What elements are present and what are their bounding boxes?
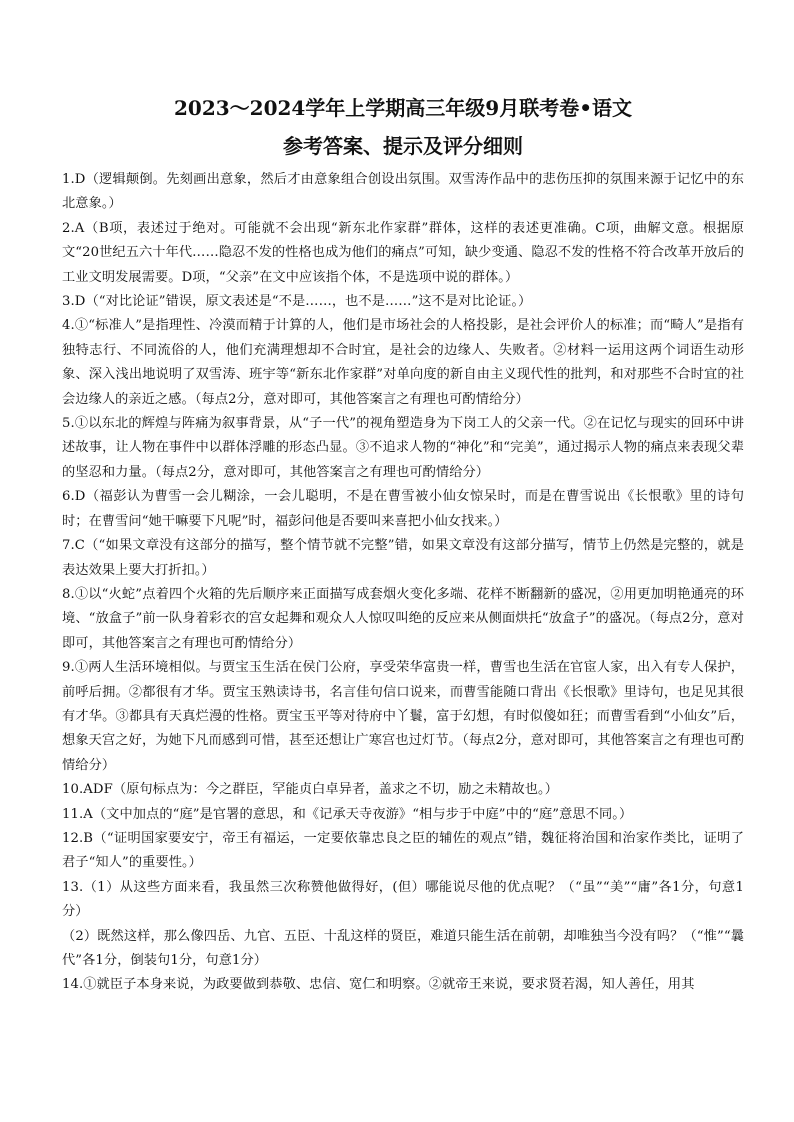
answer-item-4: 4.①“标准人”是指理性、冷漠而精于计算的人，他们是市场社会的人格投影，是社会评价人的标准；而“畸人”是指有独特志行、不同流俗的人，他们充满理想却不合时宜，是社会的边缘人、失败者。②材料一运用这两个词语生动形象、深入浅出地说明了双雪涛、班宇等“新东北作家群”对单向度的新自由主义现代性的批判，和对那些不合时宜的社会边缘人的亲近之感。（每点2分，意对即可，其他答案言之有理也可酌情给分） (62, 318, 744, 407)
answer-item-14: 14.①就臣子本身来说，为政要做到恭敬、忠信、宽仁和明察。②就帝王来说，要求贤若渴，知人善任，用其 (62, 977, 695, 993)
answer-item-3: 3.D（“对比论证”错误，原文表述是“不是……，也不是……”这不是对比论证。） (62, 294, 532, 310)
answer-item-8: 8.①以“火蛇”点着四个火箱的先后顺序来正面描写成套烟火变化多端、花样不断翻新的盛况，②用更加明艳通亮的环境、“放盒子”前一队身着彩衣的宫女起舞和观众人人惊叹叫绝的反应来从侧面烘托“放盒子”的盛况。（每点2分，意对即可，其他答案言之有理也可酌情给分） (62, 586, 744, 651)
answer-item-13-2: （2）既然这样，那么像四岳、九官、五臣、十乱这样的贤臣，难道只能生活在前朝，却唯独当今没有吗？（“惟”“曩代”各1分，倒装句1分，句意1分） (62, 928, 744, 968)
answer-item-2: 2.A（B项，表述过于绝对。可能就不会出现“新东北作家群”群体，这样的表述更准确。C项，曲解文意。根据原文“20世纪五六十年代……隐忍不发的性格也成为他们的痛点”可知，缺少变通、隐忍不发的性格不符合改革开放后的工业文明发展需要。D项，“父亲”在文中应该指个体，不是选项中说的群体。） (62, 220, 744, 285)
answer-item-11: 11.A（文中加点的“庭”是官署的意思，和《记承天寺夜游》“相与步于中庭”中的“庭”意思不同。） (62, 806, 633, 822)
answer-item-13-1: 13.（1）从这些方面来看，我虽然三次称赞他做得好，(但）哪能说尽他的优点呢？（“虽”“美”“庸”各1分，句意1分） (62, 879, 744, 920)
answer-item-6: 6.D（福彭认为曹雪一会儿糊涂，一会儿聪明，不是在曹雪被小仙女惊呆时，而是在曹雪说出《长恨歌》里的诗句时；在曹雪问“她干嘛要下凡呢”时，福彭问他是否要叫来喜把小仙女找来。） (62, 489, 744, 529)
page-title: 2023～2024学年上学期高三年级9月联考卷•语文 (173, 96, 633, 120)
answer-item-12: 12.B（“证明国家要安宁，帝王有福运，一定要依靠忠良之臣的辅佐的观点”错，魏征将治国和治家作类比，证明了君子“知人”的重要性。） (62, 830, 744, 871)
answer-item-7: 7.C（“如果文章没有这部分的描写，整个情节就不完整”错，如果文章没有这部分描写，情节上仍然是完整的，就是表达效果上要大打折扣。） (62, 538, 744, 578)
answer-item-9: 9.①两人生活环境相似。与贾宝玉生活在侯门公府，享受荣华富贵一样，曹雪也生活在官宦人家，出入有专人保护，前呼后拥。②都很有才华。贾宝玉熟读诗书，名言佳句信口说来，而曹雪能随口背出《长恨歌》里诗句，也足见其很有才华。③都具有天真烂漫的性格。贾宝玉平等对待府中丫鬟，富于幻想，有时似傻如狂；而曹雪看到“小仙女”后，想象天宫之好，为她下凡而感到可惜，甚至还想让广寒宫也过灯节。（每点2分，意对即可，其他答案言之有理也可酌情给分） (62, 660, 744, 773)
answer-item-10: 10.ADF（原句标点为：今之群臣，罕能贞白卓异者，盖求之不切，励之未精故也。） (62, 782, 558, 798)
answer-item-1: 1.D（逻辑颠倒。先刻画出意象，然后才由意象组合创设出氛围。双雪涛作品中的悲伤压抑的氛围来源于记忆中的东北意象。） (62, 172, 744, 212)
answer-list (62, 168, 744, 998)
answer-item-5: 5.①以东北的辉煌与阵痛为叙事背景，从“子一代”的视角塑造身为下岗工人的父亲一代。②在记忆与现实的回环中讲述故事，让人物在事件中以群体浮雕的形态凸显。③不追求人物的“神化”和“完美”，通过揭示人物的痛点来表现父辈的坚忍和力量。（每点2分，意对即可，其他答案言之有理也可酌情给分） (62, 416, 744, 480)
page-subtitle: 参考答案、提示及评分细则 (283, 134, 523, 158)
